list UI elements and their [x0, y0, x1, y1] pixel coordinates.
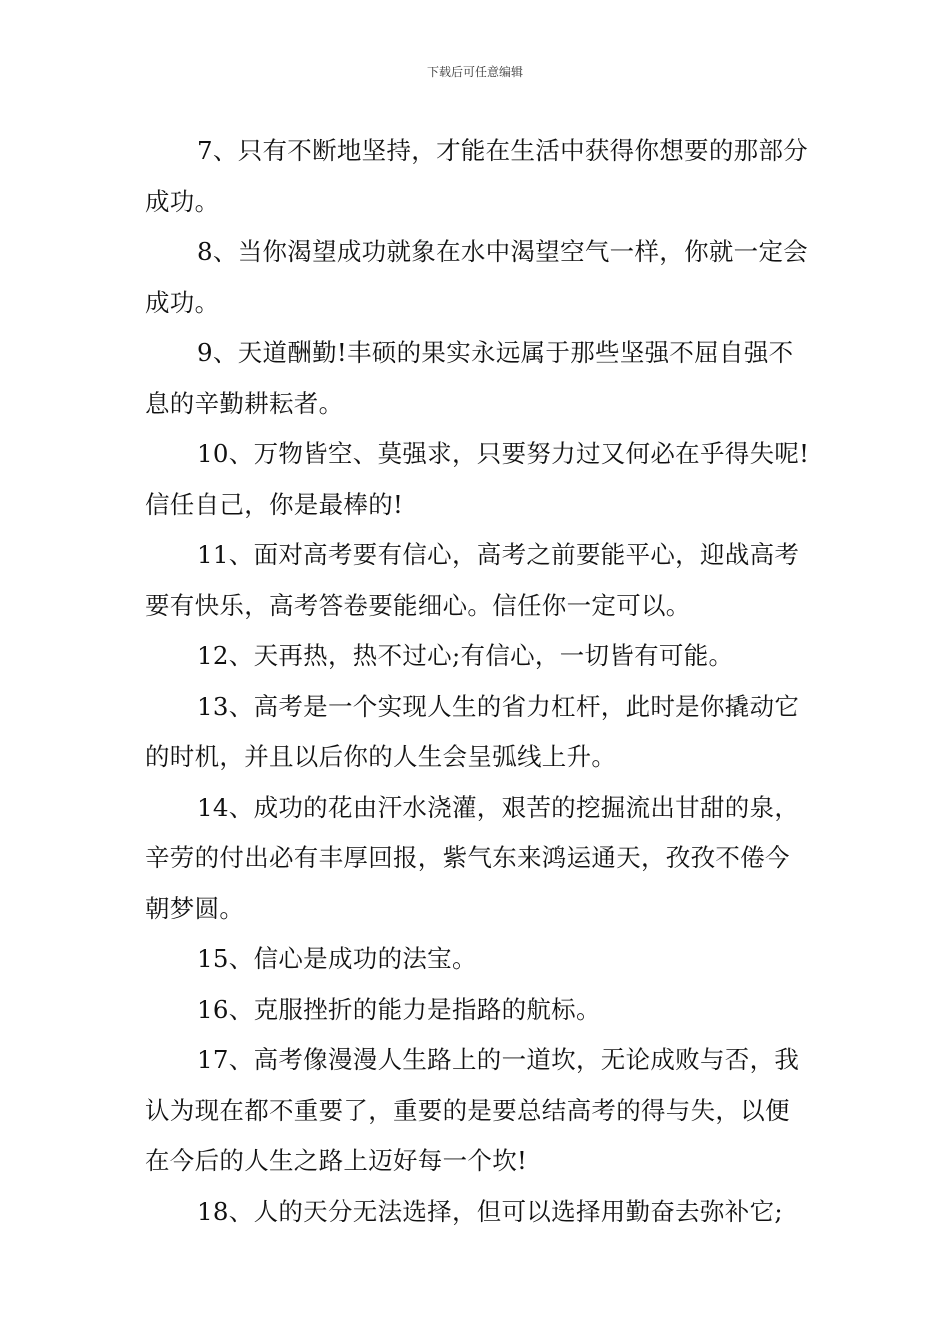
- quote-paragraph-13: 13、高考是一个实现人生的省力杠杆，此时是你撬动它的时机，并且以后你的人生会呈弧线上升。: [145, 691, 800, 771]
- quote-paragraph-9: 9、天道酬勤!丰硕的果实永远属于那些坚强不屈自强不息的辛勤耕耘者。: [145, 338, 794, 418]
- quote-paragraph-11: 11、面对高考要有信心，高考之前要能平心，迎战高考要有快乐，高考答卷要能细心。信任你一定可以。: [145, 540, 800, 620]
- quote-paragraph-10: 10、万物皆空、莫强求，只要努力过又何必在乎得失呢!信任自己，你是最棒的!: [145, 439, 810, 519]
- quote-paragraph-18: 18、人的天分无法选择，但可以选择用勤奋去弥补它;: [197, 1196, 783, 1226]
- quote-paragraph-16: 16、克服挫折的能力是指路的航标。: [197, 994, 601, 1024]
- quote-paragraph-17: 17、高考像漫漫人生路上的一道坎，无论成败与否，我认为现在都不重要了，重要的是要总结高考的得与失，以便在今后的人生之路上迈好每一个坎!: [145, 1045, 800, 1175]
- page-header: 下载后可任意编辑: [426, 65, 523, 79]
- quote-paragraph-7: 7、只有不断地坚持，才能在生活中获得你想要的那部分成功。: [145, 136, 809, 216]
- quote-paragraph-15: 15、信心是成功的法宝。: [197, 944, 477, 973]
- quote-paragraph-8: 8、当你渴望成功就象在水中渴望空气一样，你就一定会成功。: [145, 237, 809, 317]
- document-body: [145, 126, 813, 1237]
- quote-paragraph-12: 12、天再热，热不过心;有信心，一切皆有可能。: [197, 641, 734, 670]
- quote-paragraph-14: 14、成功的花由汗水浇灌，艰苦的挖掘流出甘甜的泉，辛劳的付出必有丰厚回报，紫气东来鸿运通天，孜孜不倦今朝梦圆。: [145, 792, 800, 923]
